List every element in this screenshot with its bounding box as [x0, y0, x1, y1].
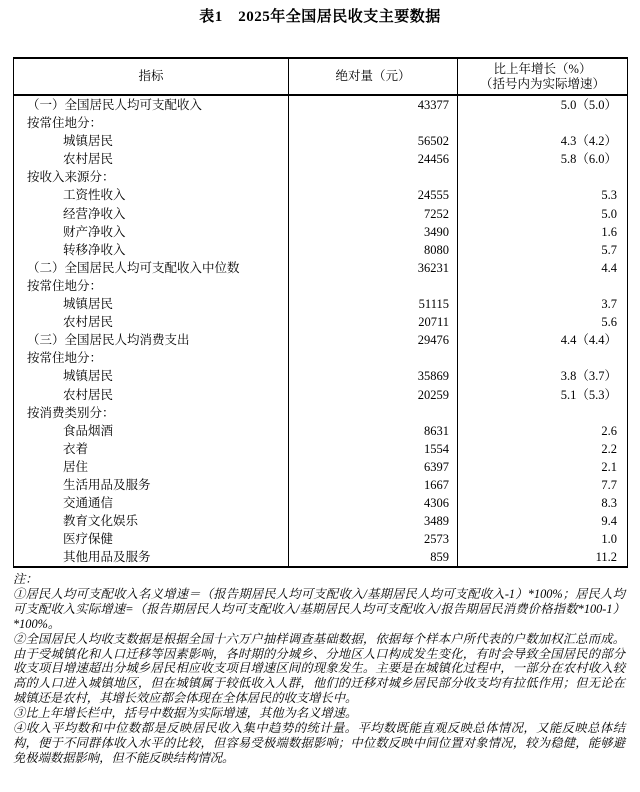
row-label: 转移净收入: [63, 242, 126, 257]
row-absolute-value: 51115: [289, 295, 458, 313]
row-growth-value: [458, 277, 628, 295]
row-absolute-value: 1667: [289, 476, 458, 494]
row-label: 按消费类别分：: [27, 405, 115, 420]
row-growth-value: 5.6: [458, 313, 628, 331]
row-growth-value: 5.1（5.3）: [458, 386, 628, 404]
row-absolute-value: 2573: [289, 530, 458, 548]
row-growth-value: 5.7: [458, 241, 628, 259]
table-row: [14, 259, 628, 277]
row-growth-value: 2.2: [458, 440, 628, 458]
row-growth-value: 2.6: [458, 422, 628, 440]
row-absolute-value: 1554: [289, 440, 458, 458]
table-row: [14, 386, 628, 404]
row-label: 工资性收入: [63, 188, 126, 203]
row-absolute-value: 20259: [289, 386, 458, 404]
table-row: [14, 186, 628, 204]
data-table: [13, 57, 628, 568]
table-row: [14, 150, 628, 168]
table-row: [14, 440, 628, 458]
data-table-wrapper: [13, 57, 628, 568]
table-row: [14, 548, 628, 567]
row-growth-value: 3.8（3.7）: [458, 367, 628, 385]
table-row: [14, 114, 628, 132]
row-absolute-value: 3490: [289, 223, 458, 241]
row-growth-value: 7.7: [458, 476, 628, 494]
row-growth-value: [458, 404, 628, 422]
table-row: [14, 132, 628, 150]
row-growth-value: 9.4: [458, 512, 628, 530]
row-label: 食品烟酒: [63, 423, 114, 438]
row-growth-value: 5.3: [458, 186, 628, 204]
table-row: [14, 404, 628, 422]
table-row: [14, 277, 628, 295]
row-absolute-value: 8080: [289, 241, 458, 259]
row-growth-value: 5.0: [458, 205, 628, 223]
row-growth-value: 11.2: [458, 548, 628, 567]
row-label: 按常住地分：: [27, 278, 103, 293]
row-growth-value: [458, 168, 628, 186]
row-label: 按常住地分：: [27, 351, 103, 366]
notes-section: [13, 572, 625, 766]
header-indicator: 指标: [14, 58, 289, 95]
table-row: [14, 476, 628, 494]
table-row: [14, 313, 628, 331]
row-absolute-value: [289, 277, 458, 295]
row-absolute-value: [289, 349, 458, 367]
row-absolute-value: 43377: [289, 95, 458, 114]
row-label: 财产净收入: [63, 224, 126, 239]
row-growth-value: [458, 114, 628, 132]
notes-label: 注：: [13, 572, 38, 586]
row-label: 生活用品及服务: [63, 477, 151, 492]
row-label: 经营净收入: [63, 206, 126, 221]
table-row: [14, 367, 628, 385]
row-label: 农村居民: [63, 315, 114, 330]
row-absolute-value: 24456: [289, 150, 458, 168]
row-growth-value: 5.8（6.0）: [458, 150, 628, 168]
table-row: [14, 168, 628, 186]
row-absolute-value: 859: [289, 548, 458, 567]
row-label: 医疗保健: [63, 532, 114, 547]
table-row: [14, 241, 628, 259]
row-growth-value: 5.0（5.0）: [458, 95, 628, 114]
note-item: ①居民人均可支配收入名义增速＝（报告期居民人均可支配收入/基期居民人均可支配收入-1）*100%；居民人均可支配收入实际增速=（报告期居民人均可支配收入/基期居民人均可支配收入/报告期居民消费价格指数*100-1）*100%。: [13, 586, 625, 631]
table-row: [14, 205, 628, 223]
row-absolute-value: 7252: [289, 205, 458, 223]
row-absolute-value: 35869: [289, 367, 458, 385]
row-label: 城镇居民: [63, 297, 114, 312]
row-growth-value: [458, 349, 628, 367]
header-absolute: 绝对量（元）: [289, 58, 458, 95]
row-growth-value: 4.3（4.2）: [458, 132, 628, 150]
row-absolute-value: 36231: [289, 259, 458, 277]
note-item: ④收入平均数和中位数都是反映居民收入集中趋势的统计量。平均数既能直观反映总体情况，又能反映总体结构，便于不同群体收入水平的比较，但容易受极端数据影响；中位数反映中间位置对象情况，较为稳健，能够避免极端数据影响，但不能反映结构情况。: [13, 721, 625, 765]
table-header-row: [14, 58, 628, 95]
note-item: ②全国居民人均收支数据是根据全国十六万户抽样调查基础数据，依据每个样本户所代表的户数加权汇总而成。由于受城镇化和人口迁移等因素影响，各时期的分城乡、分地区人口构成发生变化，有时会导致全国居民的部分收支项目增速超出分城乡居民相应收支项目增速区间的现象发生。主要是在城镇化过程中，一部分在农村收入较高的人口进入城镇地区，但在城镇属于较低收入人群，他们的迁移对城乡居民部分收支均有拉低作用；但无论在城镇还是农村，其增长效应都会体现在全体居民的收支增长中。: [13, 631, 625, 706]
page-title: 表1 2025年全国居民收支主要数据: [199, 9, 441, 25]
row-growth-value: 1.6: [458, 223, 628, 241]
note-item: ③比上年增长栏中，括号中数据为实际增速，其他为名义增速。: [13, 706, 358, 721]
row-growth-value: 4.4（4.4）: [458, 331, 628, 349]
row-label: 城镇居民: [63, 134, 114, 149]
header-growth-line1: 比上年增长（%）: [493, 61, 592, 76]
row-label: （二）全国居民人均可支配收入中位数: [27, 260, 240, 275]
row-label: 居住: [63, 459, 89, 474]
table-row: [14, 530, 628, 548]
header-growth-line2: （括号内为实际增速）: [479, 76, 605, 91]
row-label: 城镇居民: [63, 369, 114, 384]
table-row: [14, 494, 628, 512]
row-label: 按收入来源分：: [27, 170, 115, 185]
row-label: 教育文化娱乐: [63, 514, 139, 529]
row-label: 其他用品及服务: [63, 550, 151, 565]
row-growth-value: 8.3: [458, 494, 628, 512]
table-row: [14, 223, 628, 241]
row-growth-value: 3.7: [458, 295, 628, 313]
table-row: [14, 295, 628, 313]
table-row: [14, 349, 628, 367]
row-label: 农村居民: [63, 387, 114, 402]
row-label: （三）全国居民人均消费支出: [27, 333, 190, 348]
table-body: [14, 95, 628, 567]
row-absolute-value: 56502: [289, 132, 458, 150]
row-label: 交通通信: [63, 496, 114, 511]
row-growth-value: 1.0: [458, 530, 628, 548]
table-row: [14, 331, 628, 349]
table-row: [14, 95, 628, 114]
row-absolute-value: [289, 404, 458, 422]
row-label: 按常住地分：: [27, 116, 103, 131]
row-absolute-value: 29476: [289, 331, 458, 349]
row-absolute-value: 6397: [289, 458, 458, 476]
row-growth-value: 4.4: [458, 259, 628, 277]
row-label: 农村居民: [63, 152, 114, 167]
row-absolute-value: [289, 114, 458, 132]
table-row: [14, 422, 628, 440]
row-label: （一）全国居民人均可支配收入: [27, 98, 203, 112]
row-growth-value: 2.1: [458, 458, 628, 476]
row-absolute-value: 4306: [289, 494, 458, 512]
table-row: [14, 512, 628, 530]
row-absolute-value: [289, 168, 458, 186]
row-absolute-value: 24555: [289, 186, 458, 204]
row-absolute-value: 20711: [289, 313, 458, 331]
header-growth: [458, 58, 628, 95]
notes-list: [13, 587, 625, 766]
row-label: 衣着: [63, 441, 89, 456]
row-absolute-value: 3489: [289, 512, 458, 530]
table-row: [14, 458, 628, 476]
row-absolute-value: 8631: [289, 422, 458, 440]
